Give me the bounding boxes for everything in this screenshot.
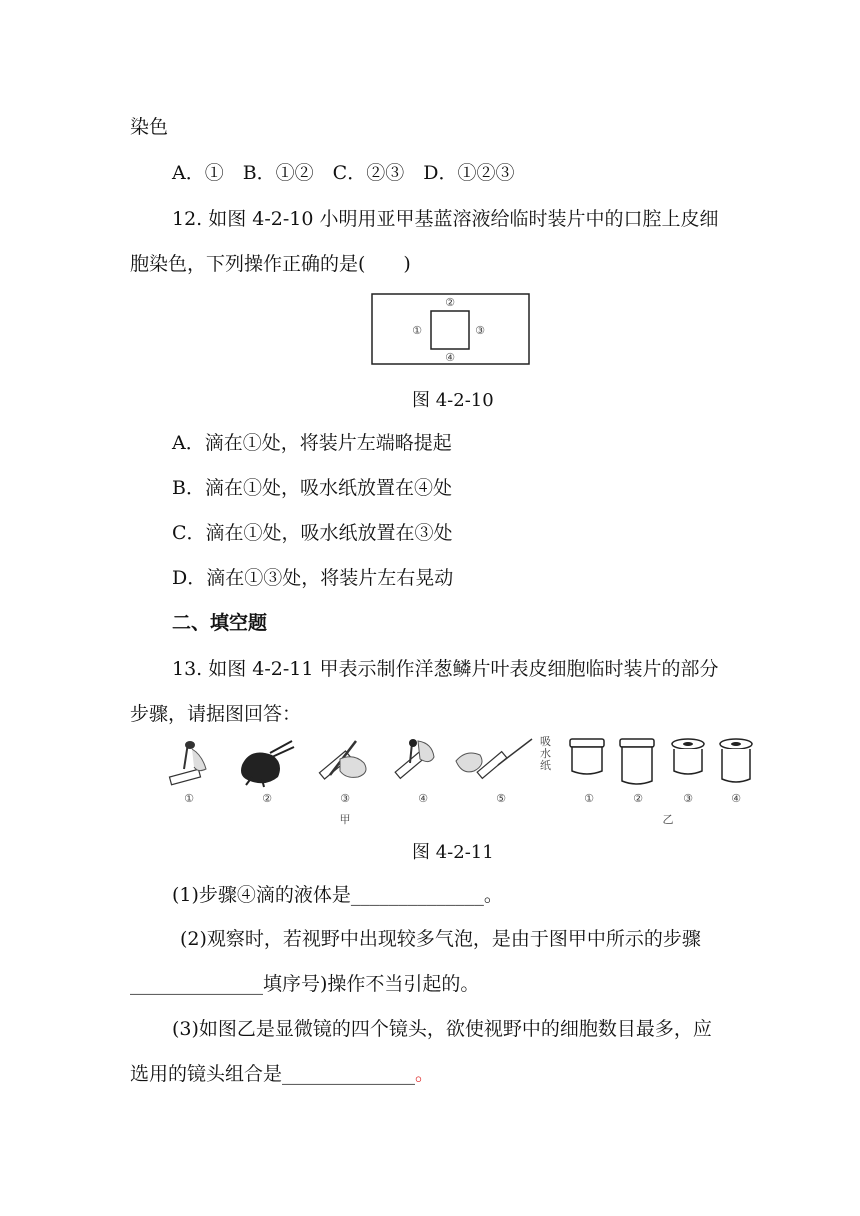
yi-lens-1-label: ① [584, 792, 594, 805]
q12-slide-figure [371, 293, 531, 365]
q13-sub1: (1)步骤④滴的液体是______________。 [172, 884, 503, 906]
yi-lens-3-label: ③ [683, 792, 693, 805]
svg-text:纸: 纸 [540, 759, 551, 772]
step-5-absorbent-paper-icon [456, 739, 532, 778]
eyepiece-lens-2-icon [620, 739, 654, 784]
q11-options: A．① B．①② C．②③ D．①②③ [172, 162, 515, 184]
q11-stem-tail: 染色 [130, 116, 169, 138]
q13-sub3-line1: (3)如图乙是显微镜的四个镜头，欲使视野中的细胞数目最多，应 [172, 1018, 712, 1040]
label-2: ② [445, 296, 455, 309]
yi-lens-4-label: ④ [731, 792, 741, 805]
section-title: 二、填空题 [172, 612, 268, 634]
label-1: ① [412, 324, 422, 337]
eyepiece-lens-1-icon [570, 739, 604, 774]
objective-lens-4-icon [720, 739, 752, 782]
yi-label: 乙 [662, 813, 674, 826]
q12-option-d: D．滴在①③处，将装片左右晃动 [172, 567, 454, 589]
yi-lens-2-label: ② [633, 792, 643, 805]
jia-step-4-label: ④ [418, 792, 428, 805]
svg-text:水: 水 [540, 747, 551, 760]
label-3: ③ [475, 324, 485, 337]
absorbent-paper-label: 吸 [540, 735, 551, 748]
q12-option-b: B．滴在①处，吸水纸放置在④处 [172, 477, 452, 499]
q13-sub3-text: 选用的镜头组合是______________ [130, 1063, 416, 1085]
q13-sub3-period: 。 [415, 1063, 435, 1085]
jia-step-2-label: ② [262, 792, 272, 805]
q12-stem-line1: 12. 如图 4-2-10 小明用亚甲基蓝溶液给临时装片中的口腔上皮细 [172, 208, 719, 230]
jia-step-3-label: ③ [340, 792, 350, 805]
q13-stem-line1: 13. 如图 4-2-11 甲表示制作洋葱鳞片叶表皮细胞临时装片的部分 [172, 658, 719, 680]
q13-sub3-line2 [130, 1062, 434, 1086]
q12-option-a: A．滴在①处，将装片左端略提起 [172, 432, 452, 454]
q13-sub2-line2: ______________填序号)操作不当引起的。 [130, 973, 480, 995]
q13-figure [160, 735, 765, 827]
step-2-onion-forceps-icon [241, 741, 294, 787]
q12-option-c: C．滴在①处，吸水纸放置在③处 [172, 522, 453, 544]
objective-lens-3-icon [672, 739, 704, 774]
q13-sub2-line1: (2)观察时，若视野中出现较多气泡，是由于图甲中所示的步骤 [180, 928, 701, 950]
q13-stem-line2: 步骤，请据图回答： [130, 703, 302, 725]
step-1-dropper-icon [169, 741, 206, 785]
step-3-place-tissue-icon [319, 741, 366, 779]
label-4: ④ [445, 351, 455, 364]
coverslip-square [431, 311, 469, 349]
step-4-dropper-icon [395, 739, 434, 778]
q12-figure-caption: 图 4-2-10 [412, 390, 494, 411]
jia-step-5-label: ⑤ [496, 792, 506, 805]
jia-step-1-label: ① [184, 792, 194, 805]
jia-label: 甲 [339, 813, 351, 826]
q12-stem-line2: 胞染色，下列操作正确的是( ) [130, 253, 411, 275]
q13-figure-caption: 图 4-2-11 [412, 842, 494, 863]
